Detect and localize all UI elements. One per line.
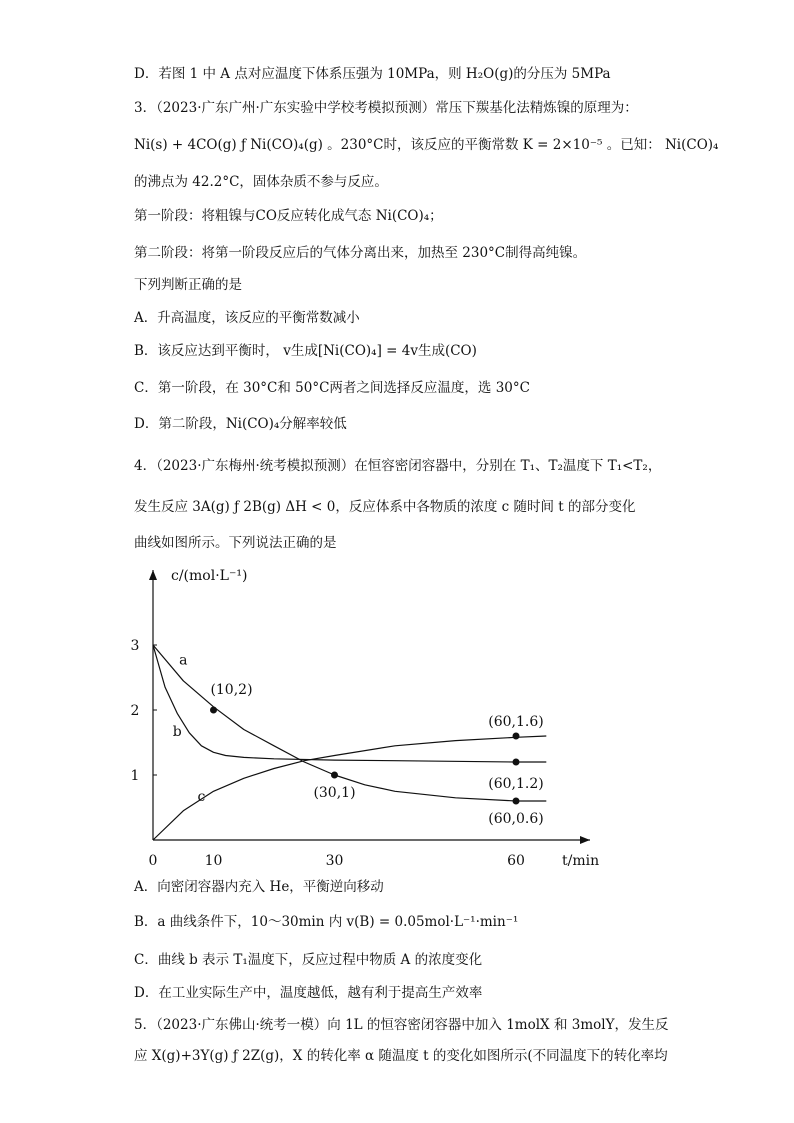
data-point (513, 798, 520, 805)
q4-option-c: C．曲线 b 表示 T₁温度下，反应过程中物质 A 的浓度变化 (134, 952, 483, 968)
data-point-label: (10,2) (210, 682, 253, 698)
x-tick-label: 30 (325, 853, 344, 869)
data-point (210, 707, 217, 714)
series-line-b (153, 645, 546, 762)
q3-equation: Ni(s) + 4CO(g) ƒ Ni(CO)₄(g) 。230°C时，该反应的平衡常数 K = 2×10⁻⁵ 。已知： Ni(CO)₄ (134, 137, 719, 153)
y-tick-label: 3 (130, 638, 140, 654)
q3-text: 的沸点为 42.2°C，固体杂质不参与反应。 (134, 174, 388, 190)
q3-stage2: 第二阶段：将第一阶段反应后的气体分离出来，加热至 230°C制得高纯镍。 (134, 245, 587, 261)
option-d-prev: D．若图 1 中 A 点对应温度下体系压强为 10MPa，则 H₂O(g)的分压为 5MPa (134, 66, 611, 82)
q4-stem: 4．（2023·广东梅州·统考模拟预测）在恒容密闭容器中，分别在 T₁、T₂温度下 T₁<T₂， (134, 458, 662, 474)
x-tick-label: 0 (148, 853, 158, 869)
q4-prompt: 曲线如图所示。下列说法正确的是 (134, 535, 337, 551)
x-tick-label: 60 (507, 853, 525, 869)
q4-option-a: A．向密闭容器内充入 He，平衡逆向移动 (134, 879, 384, 895)
y-axis-arrow (149, 570, 157, 580)
y-tick-label: 2 (130, 703, 140, 719)
q3-option-d: D．第二阶段，Ni(CO)₄分解率较低 (134, 416, 347, 432)
data-point (513, 759, 520, 766)
series-label-a: a (179, 652, 188, 669)
data-point (331, 772, 338, 779)
data-point-label: (60,0.6) (488, 811, 544, 827)
series-label-b: b (172, 724, 182, 740)
data-point (513, 733, 520, 740)
x-axis-arrow (580, 836, 590, 844)
q4-option-d: D．在工业实际生产中，温度越低，越有利于提高生产效率 (134, 985, 483, 1001)
x-tick-label: 10 (204, 853, 223, 869)
q4-reaction: 发生反应 3A(g) ƒ 2B(g) ΔH < 0，反应体系中各物质的浓度 c 随时间 t 的部分变化 (134, 499, 636, 515)
q3-prompt: 下列判断正确的是 (134, 277, 242, 293)
data-point-label: (60,1.2) (488, 776, 544, 792)
y-tick-label: 1 (130, 768, 140, 784)
q3-option-c: C．第一阶段，在 30°C和 50°C两者之间选择反应温度，选 30°C (134, 380, 530, 396)
y-axis-label: c/(mol·L⁻¹) (171, 568, 248, 584)
x-axis-label: t/min (562, 853, 600, 869)
q3-option-b: B．该反应达到平衡时， v生成[Ni(CO)₄] = 4v生成(CO) (134, 343, 477, 359)
chart-svg (120, 560, 620, 870)
series-label-c: c (197, 789, 206, 805)
q3-stage1: 第一阶段：将粗镍与CO反应转化成气态 Ni(CO)₄； (134, 208, 443, 224)
data-point-label: (60,1.6) (488, 714, 544, 730)
q4-option-b: B．a 曲线条件下，10～30min 内 v(B) = 0.05mol·L⁻¹·min⁻¹ (134, 914, 519, 930)
q3-option-a: A．升高温度，该反应的平衡常数减小 (134, 310, 360, 326)
concentration-chart (120, 560, 620, 870)
q5-stem-cont: 应 X(g)+3Y(g) ƒ 2Z(g)，X 的转化率 α 随温度 t 的变化如图所示(不同温度下的转化率均 (134, 1048, 668, 1064)
q5-stem: 5．（2023·广东佛山·统考一模）向 1L 的恒容密闭容器中加入 1molX 和 3molY，发生反 (134, 1017, 669, 1033)
q3-stem: 3．（2023·广东广州·广东实验中学校考模拟预测）常压下羰基化法精炼镍的原理为： (134, 100, 638, 116)
data-point-label: (30,1) (313, 785, 356, 801)
